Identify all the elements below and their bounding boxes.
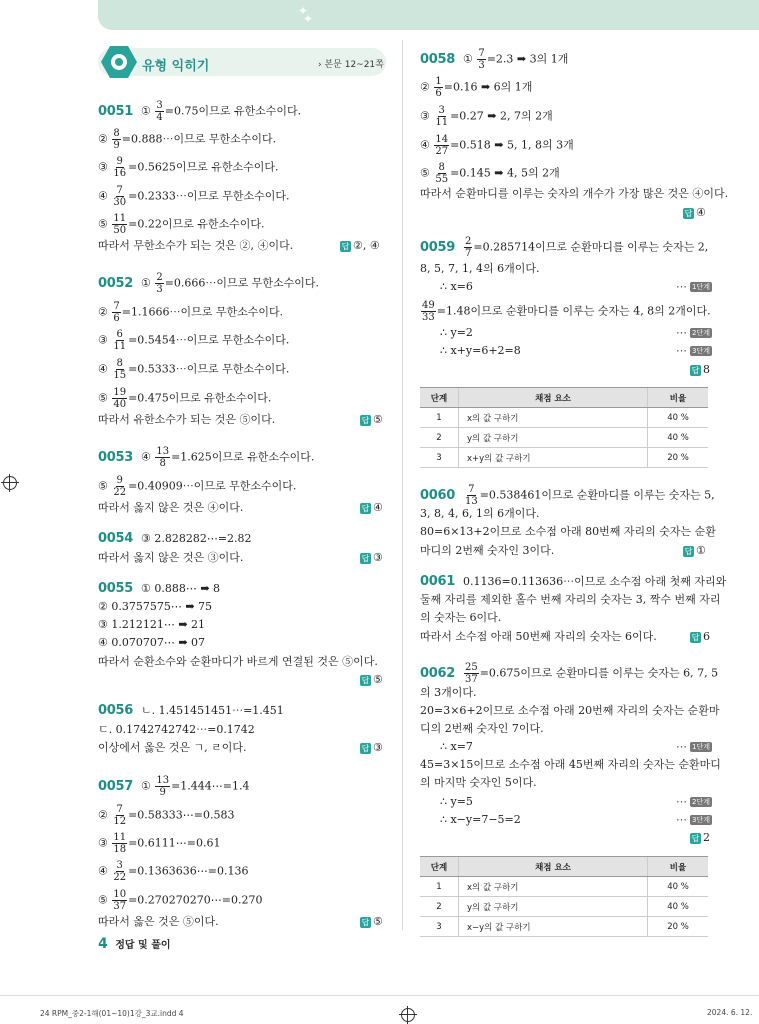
- answer-icon: 답: [691, 632, 700, 642]
- step-badge: 2단계: [690, 797, 712, 807]
- answer-icon: 답: [361, 415, 370, 425]
- problem-number: 0051: [98, 103, 133, 119]
- table-row: 3 x+y의 값 구하기 20 %: [420, 448, 708, 468]
- answer-icon: 답: [684, 208, 693, 218]
- footer-label: 정답 및 풀이: [115, 940, 171, 951]
- star-icon: ✦: [298, 4, 309, 18]
- answer-icon: 답: [361, 503, 370, 513]
- answer-icon: 답: [341, 241, 350, 251]
- print-date: 2024. 6. 12.: [707, 1008, 753, 1017]
- scoring-table: 단계 채점 요소 비율 1 x의 값 구하기 40 % 2 y의 값 구하기 40 % 3 x+y의 값 구하기 20 %: [420, 387, 708, 468]
- answer-icon: 답: [361, 917, 370, 927]
- registration-mark-icon: [3, 476, 17, 490]
- section-title: 유형 익히기: [142, 59, 210, 74]
- column-divider: [402, 40, 403, 930]
- table-row: 3 x−y의 값 구하기 20 %: [420, 917, 708, 937]
- page-number: 4: [98, 936, 108, 952]
- answer-icon: 답: [684, 546, 693, 556]
- step-badge: 3단계: [690, 346, 712, 356]
- section-page-ref: › 본문 12~21쪽: [318, 60, 384, 70]
- answer-icon: 답: [361, 553, 370, 563]
- step-badge: 1단계: [690, 742, 712, 752]
- table-row: 1 x의 값 구하기 40 %: [420, 877, 708, 897]
- file-info: 24 RPM_중2-1해(01~10)1강_3교.indd 4: [40, 1009, 184, 1018]
- chevron-right-icon: ›: [318, 60, 325, 70]
- table-row: 2 y의 값 구하기 40 %: [420, 428, 708, 448]
- scoring-table: 단계 채점 요소 비율 1 x의 값 구하기 40 % 2 y의 값 구하기 40 % 3 x−y의 값 구하기 20 %: [420, 856, 708, 937]
- step-badge: 2단계: [690, 328, 712, 338]
- answer-icon: 답: [691, 833, 700, 843]
- star-icon: ✦: [303, 12, 314, 26]
- answer-icon: 답: [361, 743, 370, 753]
- answer-icon: 답: [361, 675, 370, 685]
- hexagon-badge-icon: [100, 44, 138, 80]
- step-badge: 3단계: [690, 815, 712, 825]
- table-row: 1 x의 값 구하기 40 %: [420, 408, 708, 428]
- page-footer: [98, 936, 171, 952]
- step-badge: 1단계: [690, 282, 712, 292]
- top-decor-band: [98, 0, 759, 30]
- registration-mark-icon: [401, 1008, 415, 1022]
- table-row: 2 y의 값 구하기 40 %: [420, 897, 708, 917]
- footer-rule: [0, 995, 759, 996]
- answer-icon: 답: [691, 365, 700, 375]
